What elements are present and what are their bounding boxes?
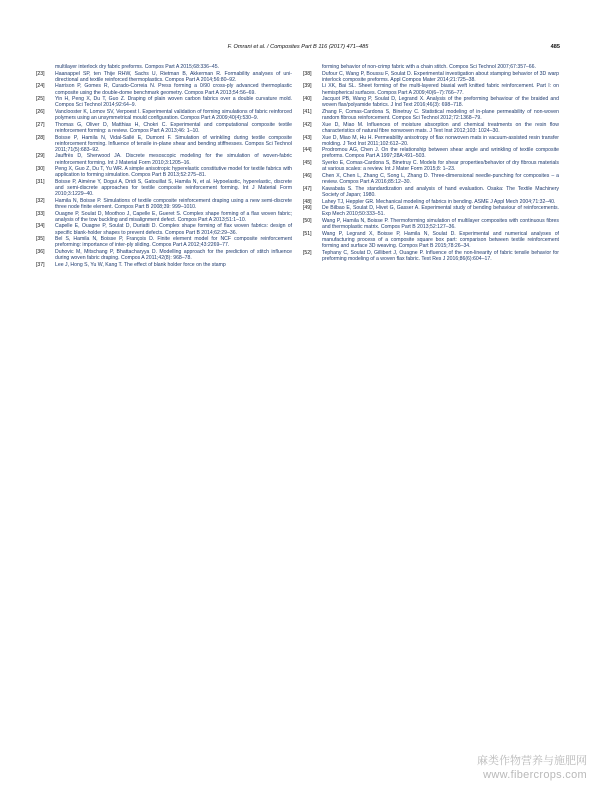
journal-citation: F. Omrani et al. / Composites Part B 116 (2017) 471–485 [227,44,369,50]
reference-text: Dufour C, Wang P, Boussu F, Soulat D. Experimental investigation about stamping behavior of 3D warp interlock composite preforms. Appl Compos Mater 2014;21:725–38. [322,70,559,83]
references-right-column [303,64,559,262]
reference-text: Ouagne P, Soulat D, Moothoo J, Capelle E, Gueret S. Complex shape forming of a flax woven fabric; analysis of the tow buckling and misalignment defect. Compos Part A 2013;51:1–10. [55,210,292,223]
reference-number: [35] [36,236,45,243]
reference-entry [303,96,559,108]
references-left-column [36,64,292,269]
reference-entry [36,249,292,261]
reference-text: Duhovic M, Mitschang P, Bhattacharyya D. Modelling approach for the prediction of stitch influence during woven fabric draping. Compos A 2011;42(8): 968–78. [55,249,292,262]
reference-text: Syerko E, Comas-Cardona S, Binetruy C. Models for shear properties/behavior of dry fibrous materials at various scales: a review. Int J Mater Form 2015;8: 1–23. [322,160,559,173]
reference-number: [52] [303,249,312,256]
reference-text: Li XK, Bai SL. Sheet forming of the multi-layered biaxial weft knitted fabric reinforcement. Part I: on hemispherical surfaces. Compos Part A 2009;40(6–7):766–77. [322,83,559,96]
reference-text: Thomas G, Oliver D, Matthias H, Chokri C. Experimental and computational composite textile reinforcement forming: a review. Compos Part A 2013;46: 1–10. [55,121,292,134]
reference-text: Prodromou AG, Chen J. On the relationship between shear angle and wrinkling of textile composite preforms. Compos Part A 1997;28A:491–503. [322,147,559,160]
reference-entry [36,198,292,210]
reference-number: [51] [303,230,312,237]
reference-number: [23] [36,70,45,77]
reference-entry [36,83,292,95]
reference-entry [36,223,292,235]
reference-entry [36,135,292,153]
reference-number: [43] [303,134,312,141]
reference-number: [32] [36,197,45,204]
reference-entry [36,153,292,165]
reference-text: Xue D, Miao M. Influences of moisture absorption and chemical treatments on the resin flow characteristics of natural fibre nonwoven mats. J Text Inst 2012;103: 1024–30. [322,121,559,134]
reference-text: Haanappel SP, ten Thije RHW, Sachs U, Rietman B, Akkerman R. Formability analyses of uni-directional and textile reinforced thermoplastics. Compos Part A 2014;56:80–92. [55,70,292,83]
reference-number: [39] [303,83,312,90]
reference-text: Peng X, Guo Z, Du T, Yu WR. A simple anisotropic hyperelastic constitutive model for textile fabrics with application to forming simulation. Compos Part B 2013;52:275–81. [55,166,292,179]
reference-number: [45] [303,160,312,167]
reference-entry [36,71,292,83]
reference-number: [40] [303,96,312,103]
reference-entry [303,218,559,230]
watermark-title: 麻类作物营养与施肥网 [477,755,587,767]
reference-text: Wang P, Hamila N, Boisse P. Thermoforming simulation of multilayer composites with continuous fibres and thermoplastic matrix. Compos Part B 2013;52:127–36. [322,217,559,231]
reference-text: Boisse P, Aimène Y, Dogui A, Dridi S, Gatouillat S, Hamila N, et al. Hypoelastic, hyperelastic, discrete and semi-discrete approaches for textile composite reinforcement forming. Int J Material Form 2010;3:1229–40. [55,179,292,198]
reference-entry [303,71,559,83]
reference-text: Tephany C, Soulat D, Gillibert J, Ouagne P. Influence of the non-linearity of fabric tensile behavior for preforming modeling of a woven flax fabric. Text Res J 2016;86(6):604–17. [322,249,559,262]
reference-number: [27] [36,121,45,128]
reference-number: [24] [36,83,45,90]
reference-number: [37] [36,261,45,268]
reference-entry [36,122,292,134]
reference-text: De Bilbao E, Soulat D, Hivet G, Gasser A. Experimental study of bending behaviour of reinforcements. Exp Mech 2010;50:333–51. [322,205,559,218]
reference-entry [303,199,559,205]
reference-entry [303,64,559,70]
reference-entry [303,231,559,249]
reference-entry [36,64,292,70]
reference-entry [303,173,559,185]
reference-entry [36,236,292,248]
reference-text: Jacquot PB, Wang P, Soulat D, Legrand X. Analysis of the preforming behaviour of the braided and woven flax/polyamide fabrics. J Ind Text 2016;46(3): 698–718. [322,96,559,109]
running-header [36,44,560,54]
reference-number: [33] [36,210,45,217]
reference-entry [36,109,292,121]
reference-text: Lahey TJ, Heppler GR. Mechanical modeling of fabrics in bending. ASME J Appl Mech 2004;71:32–40. [322,198,556,205]
reference-number: [36] [36,249,45,256]
reference-number: [29] [36,153,45,160]
reference-entry [303,122,559,134]
reference-text: Capelle E, Ouagne P, Soulat D, Duriatti D. Complex shape forming of flax woven fabrics: design of specific blank-holder shapes to prevent defects. Compos Part B 2014;62:29–36. [55,223,292,236]
reference-entry [36,166,292,178]
watermark-url: www.fibercrops.com [483,769,587,781]
reference-entry [303,250,559,262]
reference-text: Jauffrès D, Sherwood JA. Discrete mesoscopic modeling for the simulation of woven-fabric reinforcement forming. Int J Material Form 2010;3:1205–16. [55,153,292,166]
reference-number: [31] [36,179,45,186]
reference-text: Zhang F, Comas-Cardona S, Binetruy C. Statistical modeling of in-plane permeability of non-woven random fibrous reinforcement. Compos Sci Technol 2012;72:1368–79. [322,109,559,122]
page-number: 485 [550,44,560,50]
reference-number: [38] [303,70,312,77]
reference-text: multilayer interlock dry fabric preforms. Compos Part A 2015;68:336–45. [55,64,220,70]
reference-entry [303,135,559,147]
reference-entry [36,211,292,223]
reference-text: Xue D, Miao M, Hu H. Permeability anisotropy of flax nonwoven mats in vacuum-assisted resin transfer molding. J Text Inst 2011;102:612–20. [322,134,559,147]
reference-entry [303,186,559,198]
reference-text: Wang P, Legrand X, Boisse P, Hamila N, Soulat D. Experimental and numerical analyses of manufacturing process of a composite square box part: comparison between textile reinforcement forming and surface 3D weaving. Compos Part B 2015;78:26–34. [322,230,559,249]
reference-text: Lee J, Hong S, Yu W, Kang T. The effect of blank holder force on the stamp [55,261,226,268]
reference-text: Hamila N, Boisse P. Simulations of textile composite reinforcement draping using a new semi-discrete three node finite element. Compos Part B 2008;39: 999–1010. [55,197,292,210]
reference-entry [36,179,292,197]
reference-number: [28] [36,134,45,141]
reference-entry [303,205,559,217]
reference-entry [36,262,292,268]
reference-number: [34] [36,223,45,230]
reference-number: [30] [36,166,45,173]
reference-number: [41] [303,109,312,116]
reference-text: forming behavior of non-crimp fabric with a chain stitch. Compos Sci Technol 2007;67:357–66. [322,64,536,70]
reference-text: Yin H, Peng X, Du T, Guo Z. Draping of plain woven carbon fabrics over a double curvature mold. Compos Sci Technol 2014;92:64–9. [55,96,292,109]
reference-number: [42] [303,121,312,128]
reference-number: [48] [303,198,312,205]
reference-number: [44] [303,147,312,154]
reference-entry [303,160,559,172]
reference-text: Chen X, Chen L, Zhang C, Song L, Zhang D. Three-dimensional needle-punching for composites – a review. Compos Part A 2016;85:12–30. [322,172,559,186]
reference-text: Harrison P, Gomes R, Curado-Correia N. Press forming a 0/90 cross-ply advanced thermoplastic composite using the double-dome benchmark geometry. Compos Part A 2013;54:56–69. [55,83,292,96]
reference-text: Bel S, Hamila N, Boisse P, François D. Finite element model for NCF composite reinforcement preforming: importance of inter-ply sliding. Compos Part A 2012;43:2269–77. [55,236,292,249]
reference-number: [26] [36,109,45,116]
reference-number: [25] [36,96,45,103]
watermark [477,754,587,782]
reference-number: [46] [303,172,312,179]
reference-number: [49] [303,205,312,212]
reference-entry [36,96,292,108]
reference-entry [303,83,559,95]
reference-entry [303,109,559,121]
reference-entry [303,147,559,159]
reference-text: Kawabata S. The standardization and analysis of hand evaluation. Osaka: The Textile Machinery Society of Japan; 1980. [322,185,559,198]
reference-number: [47] [303,185,312,192]
reference-number: [50] [303,217,312,224]
reference-text: Boisse P, Hamila N, Vidal-Sallé E, Dumont F. Simulation of wrinkling during textile composite reinforcement forming. Influence of tensile in-plane shear and bending stiffnesses. Compos Sci Technol 2011;71(5):683–92. [55,134,292,153]
reference-text: Vanclooster K, Lomov SV, Verpoest I. Experimental validation of forming simulations of fabric reinforced polymers using an unsymmetrical mould configuration. Compos Part A 2009;40(4):530–9. [55,109,292,122]
